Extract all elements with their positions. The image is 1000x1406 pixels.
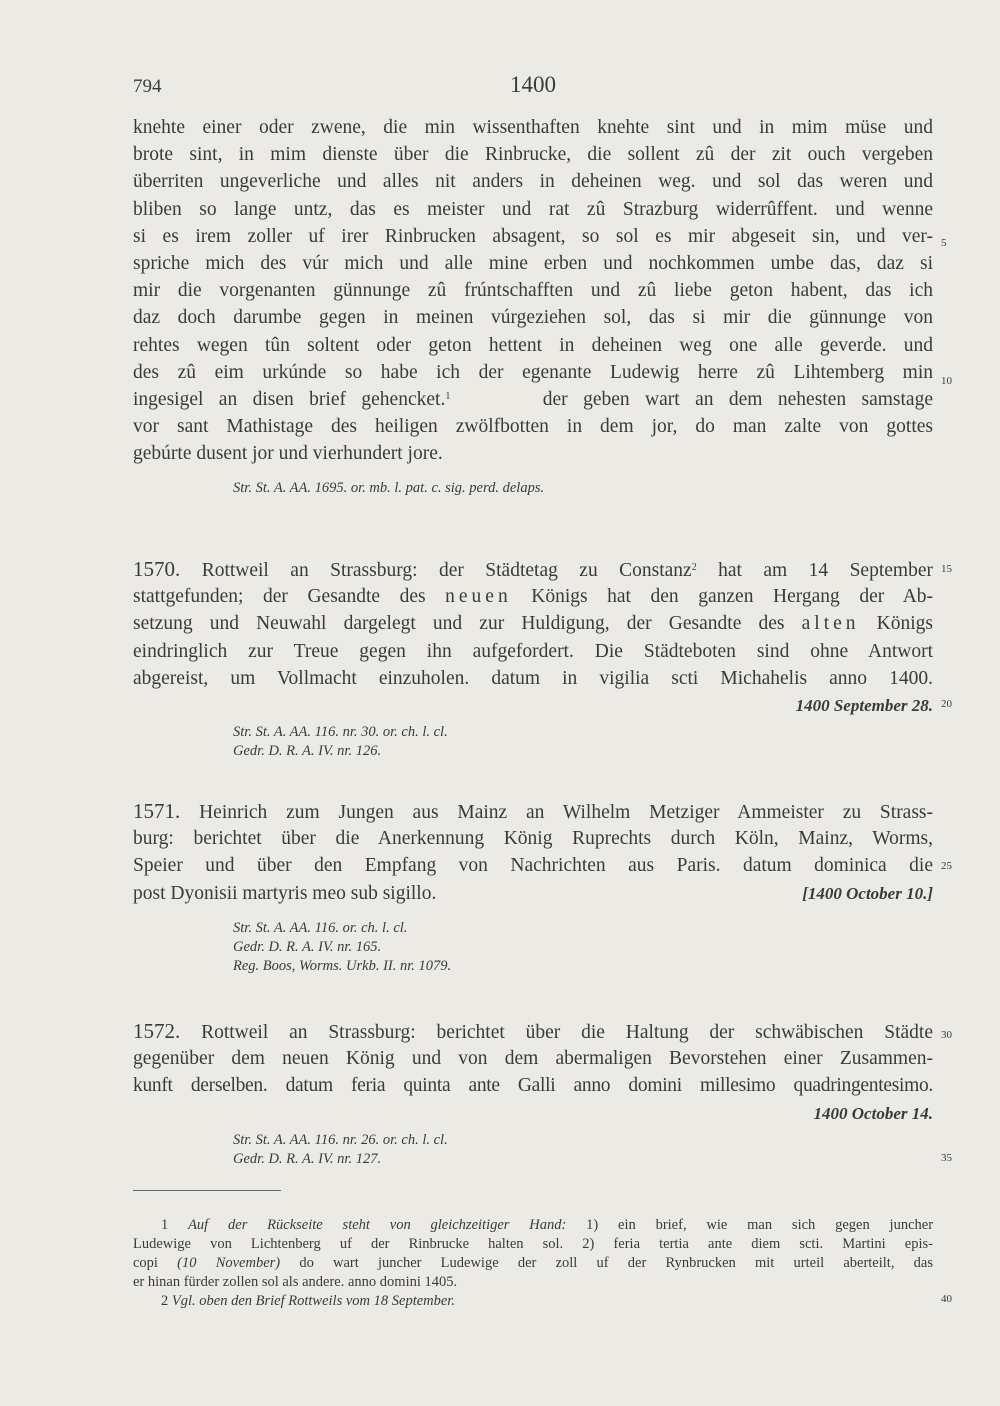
footnote-mark: 2 xyxy=(691,562,697,573)
text-line xyxy=(133,1018,933,1045)
text-fragment: der geben wart an dem nehesten samstage xyxy=(542,388,933,410)
date-line xyxy=(133,1100,933,1127)
source-citation: Str. St. A. AA. 116. nr. 30. or. ch. l. cl. xyxy=(233,724,448,741)
text-fragment: Rottweil an Strassburg: der Städtetag zu Constanz xyxy=(201,560,692,581)
footnote-rule xyxy=(133,1190,281,1191)
footnote-line xyxy=(133,1292,933,1311)
text-fragment: stattgefunden; der Gesandte des xyxy=(133,586,426,608)
text-fragment: copi xyxy=(133,1255,158,1271)
source-citation: Str. St. A. AA. 116. nr. 26. or. ch. l. cl. xyxy=(233,1131,448,1148)
text-line: si es irem zoller uf irer Rinbrucken absagent, so sol es mir abgeseit sin, und ver- xyxy=(133,225,933,247)
text-fragment: (10 November) xyxy=(177,1255,281,1271)
margin-line-number: 25 xyxy=(941,860,952,872)
footnote-line: Ludewige von Lichtenberg uf der Rinbrucke halten sol. 2) feria tertia ante diem scti. Martini epis- xyxy=(133,1236,933,1252)
text-fragment: do wart juncher Ludewige der zoll uf der Rynbrucken mit urteil aberteilt, das xyxy=(299,1255,933,1271)
text-line: kunft derselben. datum feria quinta ante Galli anno domini millesimo quadringentesimo. xyxy=(133,1075,933,1097)
entry-1572 xyxy=(133,1018,933,1169)
text-fragment: post Dyonisii martyris meo sub sigillo. xyxy=(133,882,437,904)
margin-line-number: 15 xyxy=(941,563,952,575)
text-line: eindringlich zur Treue gegen ihn aufgefordert. Die Städteboten sind ohne Antwort xyxy=(133,640,933,662)
margin-line-number: 30 xyxy=(941,1029,952,1041)
source-citation: Gedr. D. R. A. IV. nr. 127. xyxy=(233,1150,382,1167)
entry-number: 1571. xyxy=(133,799,181,823)
text-line: gegenüber dem neuen König und von dem abermaligen Bevorstehen einer Zusammen- xyxy=(133,1048,933,1070)
source-citation: Reg. Boos, Worms. Urkb. II. nr. 1079. xyxy=(233,957,452,974)
entry-1570 xyxy=(133,556,933,761)
text-line xyxy=(133,798,933,825)
text-line: rehtes wegen tûn soltent oder geton hettent in deheinen weg one alle geverde. und xyxy=(133,334,933,356)
text-fragment: Vgl. oben den Brief Rottweils vom 18 September. xyxy=(171,1293,455,1309)
emphasis-spaced: neuen xyxy=(445,586,512,608)
margin-line-number: 20 xyxy=(941,698,952,710)
emphasis-spaced: alten xyxy=(801,613,860,635)
text-fragment: ingesigel an disen brief gehencket. xyxy=(133,388,446,410)
text-line: vor sant Mathistage des heiligen zwölfbotten in dem jor, do man zalte von gottes xyxy=(133,416,933,438)
running-head-year: 1400 xyxy=(510,72,556,97)
source-citation: Gedr. D. R. A. IV. nr. 165. xyxy=(233,938,382,955)
footnote-number: 1 xyxy=(161,1217,169,1233)
entry-date: 1400 October 14. xyxy=(813,1103,933,1123)
entry-1571 xyxy=(133,798,933,976)
entry-number: 1570. xyxy=(133,557,181,581)
entry-date: 1400 September 28. xyxy=(795,695,933,715)
page-number: 794 xyxy=(133,76,162,97)
margin-line-number: 35 xyxy=(941,1152,952,1164)
text-fragment: Rottweil an Strassburg: berichtet über die Haltung der schwäbischen Städte xyxy=(201,1022,933,1043)
date-line xyxy=(133,692,933,719)
source-citation: Gedr. D. R. A. IV. nr. 126. xyxy=(233,743,382,760)
text-line: brote sint, in mim dienste über die Rinbrucke, die sollent zû der zit ouch vergeben xyxy=(133,144,933,166)
text-fragment: Königs xyxy=(876,613,934,635)
entry-number: 1572. xyxy=(133,1019,181,1043)
footnotes xyxy=(133,1216,933,1311)
text-fragment: hat am 14 September xyxy=(718,560,933,581)
margin-line-number: 40 xyxy=(941,1293,952,1305)
text-line: bliben so lange untz, das es meister und rat zû Strazburg widerrûffent. und wenne xyxy=(133,198,933,220)
text-line: des zû eim urkúnde so habe ich der egenante Ludewig herre zû Lihtemberg min xyxy=(133,361,933,383)
text-line xyxy=(133,880,933,907)
footnote-mark: 1 xyxy=(445,390,451,402)
margin-line-number: 10 xyxy=(941,375,952,387)
text-fragment: Königs hat den ganzen Hergang der Ab- xyxy=(531,586,934,608)
text-fragment: setzung und Neuwahl dargelegt und zur Huldigung, der Gesandte des xyxy=(133,613,785,635)
text-line: burg: berichtet über die Anerkennung König Ruprechts durch Köln, Mainz, Worms, xyxy=(133,828,933,850)
footnote-line xyxy=(133,1254,933,1273)
entry-date: [1400 October 10.] xyxy=(802,883,933,903)
text-line: daz doch darumbe gegen in meinen vúrgeziehen sol, das si mir die günnunge von xyxy=(133,307,933,329)
text-line: Speier und über den Empfang von Nachrichten aus Paris. datum dominica die xyxy=(133,855,933,877)
footnote-line: er hinan fürder zollen sol als andere. anno domini 1405. xyxy=(133,1274,458,1290)
margin-line-number: 5 xyxy=(941,237,947,249)
text-fragment: Auf der Rückseite steht von gleichzeitiger Hand: xyxy=(188,1217,567,1233)
text-line: überriten ungeverliche und alles nit anders in deheinen weg. und sol das weren und xyxy=(133,171,933,193)
text-line xyxy=(133,583,933,610)
text-fragment: 1) ein brief, wie man sich gegen juncher xyxy=(586,1217,934,1233)
text-line xyxy=(133,556,933,583)
footnote-number: 2 xyxy=(161,1293,169,1309)
source-citation: Str. St. A. AA. 1695. or. mb. l. pat. c. sig. perd. delaps. xyxy=(233,480,545,497)
page-header xyxy=(133,72,933,102)
source-citation: Str. St. A. AA. 116. or. ch. l. cl. xyxy=(233,919,408,936)
text-line xyxy=(133,610,933,637)
continuation-text xyxy=(133,114,933,498)
footnote-line xyxy=(133,1216,933,1235)
text-line: abgereist, um Vollmacht einzuholen. datum in vigilia scti Michahelis anno 1400. xyxy=(133,667,933,689)
text-line xyxy=(133,386,933,413)
text-line: mir die vorgenanten günnunge zû frúntschafften und zû liebe geton habent, das ich xyxy=(133,280,933,302)
text-fragment: Heinrich zum Jungen aus Mainz an Wilhelm Metziger Ammeister zu Strass- xyxy=(199,802,934,823)
text-line: knehte einer oder zwene, die min wissenthaften knehte sint und in mim müse und xyxy=(133,117,933,138)
text-line: gebúrte dusent jor und vierhundert jore. xyxy=(133,443,443,465)
text-line: spriche mich des vúr mich und alle mine erben und nochkommen umbe das, daz si xyxy=(133,252,933,274)
